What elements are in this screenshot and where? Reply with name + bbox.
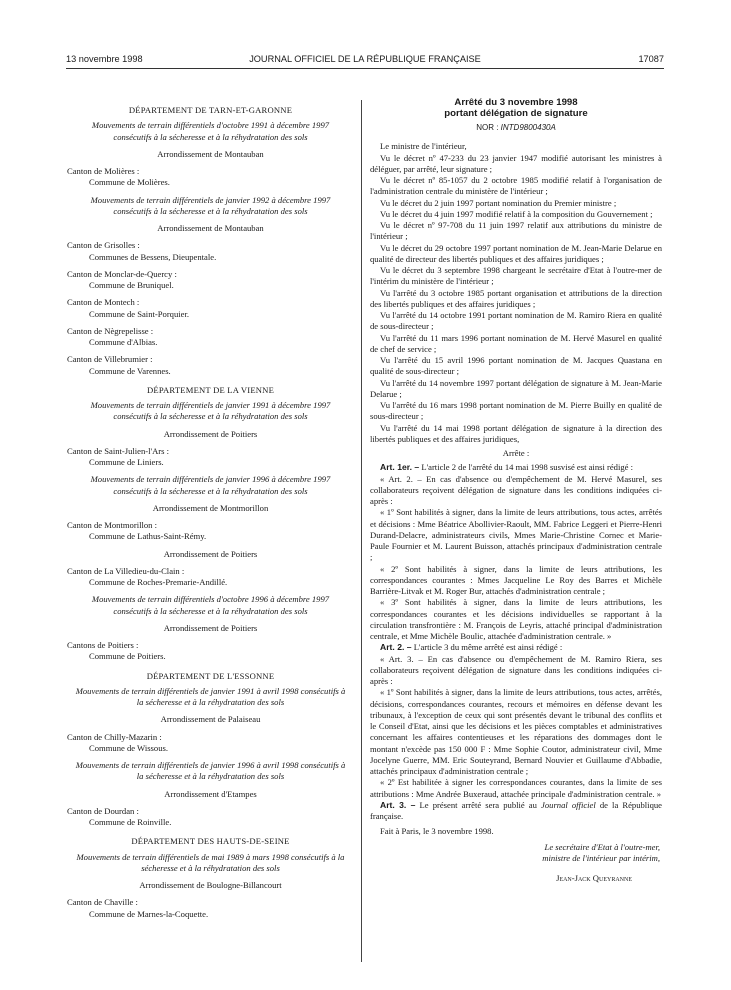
commune-name: Commune de Liniers.	[89, 457, 164, 467]
movement-period: Mouvements de terrain différentiels de janvier 1996 à avril 1998 consécutifs à la sécheresse et à la réhydratation des sols	[75, 760, 346, 782]
movement-period: Mouvements de terrain différentiels de janvier 1996 à décembre 1997 consécutifs à la sécheresse et à la réhydratation des sols	[90, 474, 331, 496]
movement-period: Mouvements de terrain différentiels de mai 1989 à mars 1998 consécutifs à la sécheresse et à la réhydratation des sols	[76, 851, 345, 873]
department-heading: DÉPARTEMENT DE L'ESSONNE	[146, 670, 275, 681]
header-journal-title: JOURNAL OFFICIEL DE LA RÉPUBLIQUE FRANÇAISE	[249, 54, 481, 64]
commune-name: Commune d'Albias.	[89, 337, 158, 347]
visa-paragraph: Le ministre de l'intérieur,	[380, 141, 467, 152]
nor-code: INTD9800430A	[500, 123, 556, 132]
canton-name: Canton de Villebrumier :	[67, 354, 153, 365]
article-2-paragraphs	[370, 654, 662, 800]
visa-paragraph: Vu le décret du 3 septembre 1998 chargeant le secrétaire d'Etat à l'outre-mer de l'intérim du ministère de l'intérieur ;	[370, 265, 662, 287]
department-heading: DÉPARTEMENT DE LA VIENNE	[146, 384, 275, 395]
arrondissement-heading: Arrondissement de Poitiers	[163, 428, 258, 439]
article-3-journal: Journal officiel	[541, 799, 596, 810]
visa-paragraph: Vu le décret nº 97-708 du 11 juin 1997 relatif aux attributions du ministre de l'intérieur ;	[370, 220, 662, 242]
commune-name: Commune de Roinville.	[89, 817, 172, 827]
visa-paragraph: Vu le décret du 4 juin 1997 modifié relatif à la composition du Gouvernement ;	[380, 208, 653, 219]
arrondissement-heading: Arrondissement de Palaiseau	[160, 714, 261, 725]
visa-paragraph: Vu le décret nº 85-1057 du 2 octobre 1985 modifié relatif à l'organisation de l'administration centrale du ministère de l'intérieur ;	[370, 175, 662, 197]
canton-name: Canton de Chilly-Mazarin :	[67, 731, 162, 742]
canton-name: Canton de Montmorillon :	[67, 520, 157, 530]
right-column	[370, 97, 662, 892]
arrondissement-heading: Arrondissement de Montauban	[157, 148, 264, 159]
nor-label: NOR :	[476, 123, 499, 132]
header-date: 13 novembre 1998	[66, 54, 143, 64]
article-2-label: Art. 2. –	[380, 642, 412, 653]
commune-name: Commune de Lathus-Saint-Rémy.	[89, 531, 207, 542]
article-paragraph: « 1º Sont habilités à signer, dans la limite de leurs attributions, tous actes, arrêtés, décisions, correspondances courantes, recours et mémoires en défense devant les tribunaux, à l'exception de ceux qui sont présentés devant le tribunal des conflits et le Conseil d'Etat, ainsi que les décisions et les pièces comptables et administratives concernant les affaires contentieuses et les réparations des dommages dont le montant n'excède pas 150 000 F : Mme Sophie Coutor, administrateur civil, Mme Jocelyne Guerre, MM. Eric Souteyrand, Bernard Nouvier et Guillaume d'Abbadie, attachés principaux d'administration centrale ;	[370, 687, 662, 776]
department-heading: DÉPARTEMENT DES HAUTS-DE-SEINE	[131, 836, 290, 847]
visa-paragraph: Vu l'arrêté du 14 mai 1998 portant délégation de signature à la direction des libertés publiques et des affaires juridiques,	[370, 422, 662, 444]
article-3-label: Art. 3. –	[380, 799, 416, 810]
canton-name: Canton de Chaville :	[67, 897, 138, 908]
signature-name: Jean-Jack Queyranne	[556, 872, 632, 883]
article-paragraph: « 3º Sont habilités à signer, dans la limite de leurs attributions, les correspondances courantes et les décisions individuelles se rapportant à la circulation transfrontière : M. François de Leyris, attaché principal d'administration centrale, et Mme Michèle Boulic, attachée d'administration centrale. »	[370, 597, 662, 641]
article-paragraph: « Art. 3. – En cas d'absence ou d'empêchement de M. Ramiro Riera, ses collaborateurs reçoivent délégation de signature dans les conditions indiquées ci-après :	[370, 653, 662, 686]
article-1	[370, 462, 662, 473]
article-2-text: L'article 3 du même arrêté est ainsi rédigé :	[413, 642, 563, 653]
signature-title-2: ministre de l'intérieur par intérim,	[542, 852, 660, 863]
arrondissement-heading: Arrondissement de Boulogne-Billancourt	[139, 880, 282, 890]
left-column	[67, 97, 354, 926]
article-2	[370, 642, 662, 653]
article-3-text-b: de la République française.	[370, 799, 662, 821]
movement-period: Mouvements de terrain différentiels de janvier 1991 à avril 1998 consécutifs à la sécheresse et à la réhydratation des sols	[75, 685, 346, 707]
movement-period: Mouvements de terrain différentiels d'octobre 1991 à décembre 1997 consécutifs à la sécheresse et à la réhydratation des sols	[91, 120, 330, 142]
commune-name: Commune de Marnes-la-Coquette.	[89, 908, 209, 919]
article-paragraph: « 1º Sont habilités à signer, dans la limite de leurs attributions, tous actes, arrêtés et décisions : Mme Béatrice Abollivier-Raoult, MM. Fabrice Leggeri et Pierre-Henri Durand-Delacre, administrateurs civils, Mmes Marie-Christine Cornec et Marie-Paule Fournier et M. Laurent Buisson, attachés principaux d'administration centrale ;	[370, 507, 662, 563]
department-heading: DÉPARTEMENT DE TARN-ET-GARONNE	[128, 105, 293, 115]
article-1-paragraphs	[370, 474, 662, 643]
arrete-title: Arrêté du 3 novembre 1998	[454, 97, 578, 108]
header-page-number: 17087	[638, 54, 664, 64]
article-1-text: L'article 2 de l'arrêté du 14 mai 1998 susvisé est ainsi rédigé :	[421, 462, 633, 473]
movement-period: Mouvements de terrain différentiels d'octobre 1996 à décembre 1997 consécutifs à la sécheresse et à la réhydratation des sols	[91, 594, 330, 616]
commune-name: Commune de Saint-Porquier.	[89, 308, 190, 319]
article-paragraph: « 2º Sont habilités à signer, dans la limite de leurs attributions, les correspondances courantes : Mmes Jacqueline Le Roy des Barres et Michèle Barrière-Litvak et M. Roger Bur, attachés d'administration centrale ;	[370, 563, 662, 596]
arrondissement-heading: Arrondissement de Montauban	[157, 223, 264, 233]
visa-paragraph: Vu le décret du 2 juin 1997 portant nomination du Premier ministre ;	[380, 197, 617, 208]
article-paragraph: « 2º Est habilitée à signer les correspondances courantes, dans la limite de ses attributions : Mme Andrée Buxeraud, attachée principale d'administration centrale. »	[370, 777, 662, 799]
visa-paragraph: Vu le décret nº 47-233 du 23 janvier 1947 modifié autorisant les ministres à déléguer, par arrêté, leur signature ;	[370, 152, 662, 174]
arrete-label: Arrête :	[502, 448, 530, 458]
visas-block	[370, 141, 662, 445]
column-divider	[361, 100, 362, 962]
canton-name: Canton de Molières :	[67, 166, 140, 176]
movement-period: Mouvements de terrain différentiels de janvier 1992 à décembre 1997 consécutifs à la sécheresse et à la réhydratation des sols	[90, 194, 331, 216]
canton-name: Canton de Montech :	[67, 297, 140, 308]
article-paragraph: « Art. 2. – En cas d'absence ou d'empêchement de M. Hervé Masurel, ses collaborateurs reçoivent délégation de signature dans les conditions indiquées ci-après :	[370, 473, 662, 506]
visa-paragraph: Vu l'arrêté du 3 octobre 1985 portant organisation et attributions de la direction des libertés publiques et des affaires juridiques ;	[370, 287, 662, 309]
canton-name: Canton de Saint-Julien-l'Ars :	[67, 445, 170, 456]
arrete-subtitle: portant délégation de signature	[444, 108, 588, 119]
nor-reference	[370, 122, 662, 133]
commune-name: Commune de Molières.	[89, 177, 170, 188]
commune-name: Commune de Wissous.	[89, 742, 168, 753]
arrondissement-heading: Arrondissement de Poitiers	[163, 622, 258, 633]
canton-name: Canton de La Villedieu-du-Clain :	[67, 565, 185, 576]
signature-title-1: Le secrétaire d'Etat à l'outre-mer,	[544, 841, 660, 852]
arrondissement-heading: Arrondissement de Montmorillon	[152, 502, 269, 513]
page-header	[66, 54, 664, 68]
movement-period: Mouvements de terrain différentiels de janvier 1991 à décembre 1997 consécutifs à la sécheresse et à la réhydratation des sols	[90, 400, 331, 422]
visa-paragraph: Vu l'arrêté du 15 avril 1996 portant nomination de M. Jacques Quastana en qualité de sous-directeur ;	[370, 355, 662, 377]
canton-name: Canton de Grisolles :	[67, 240, 140, 251]
commune-name: Commune de Varennes.	[89, 365, 171, 376]
canton-name: Canton de Nègrepelisse :	[67, 325, 154, 336]
canton-name: Canton de Monclar-de-Quercy :	[67, 268, 177, 279]
arrondissement-heading: Arrondissement d'Etampes	[164, 788, 257, 799]
article-1-label: Art. 1er. –	[380, 462, 420, 473]
commune-name: Commune de Bruniquel.	[89, 280, 174, 290]
visa-paragraph: Vu l'arrêté du 11 mars 1996 portant nomination de M. Hervé Masurel en qualité de chef de service ;	[370, 332, 662, 354]
commune-name: Communes de Bessens, Dieupentale.	[89, 251, 217, 262]
visa-paragraph: Vu l'arrêté du 14 octobre 1991 portant nomination de M. Ramiro Riera en qualité de sous-directeur ;	[370, 310, 662, 332]
article-3	[370, 800, 662, 823]
visa-paragraph: Vu l'arrêté du 16 mars 1998 portant nomination de M. Pierre Builly en qualité de sous-directeur ;	[370, 400, 662, 422]
visa-paragraph: Vu le décret du 29 octobre 1997 portant nomination de M. Jean-Marie Delarue en qualité de directeur des libertés publiques et des affaires juridiques ;	[370, 242, 662, 264]
canton-name: Cantons de Poitiers :	[67, 640, 139, 650]
arrondissement-heading: Arrondissement de Poitiers	[163, 548, 258, 559]
visa-paragraph: Vu l'arrêté du 14 novembre 1997 portant délégation de signature à M. Jean-Marie Delarue ;	[370, 377, 662, 399]
article-3-text-a: Le présent arrêté sera publié au	[419, 799, 537, 810]
header-rule	[66, 68, 664, 69]
commune-name: Commune de Roches-Premarie-Andillé.	[89, 577, 228, 587]
place-date: Fait à Paris, le 3 novembre 1998.	[380, 826, 494, 837]
commune-name: Commune de Poitiers.	[89, 651, 166, 662]
canton-name: Canton de Dourdan :	[67, 805, 139, 816]
